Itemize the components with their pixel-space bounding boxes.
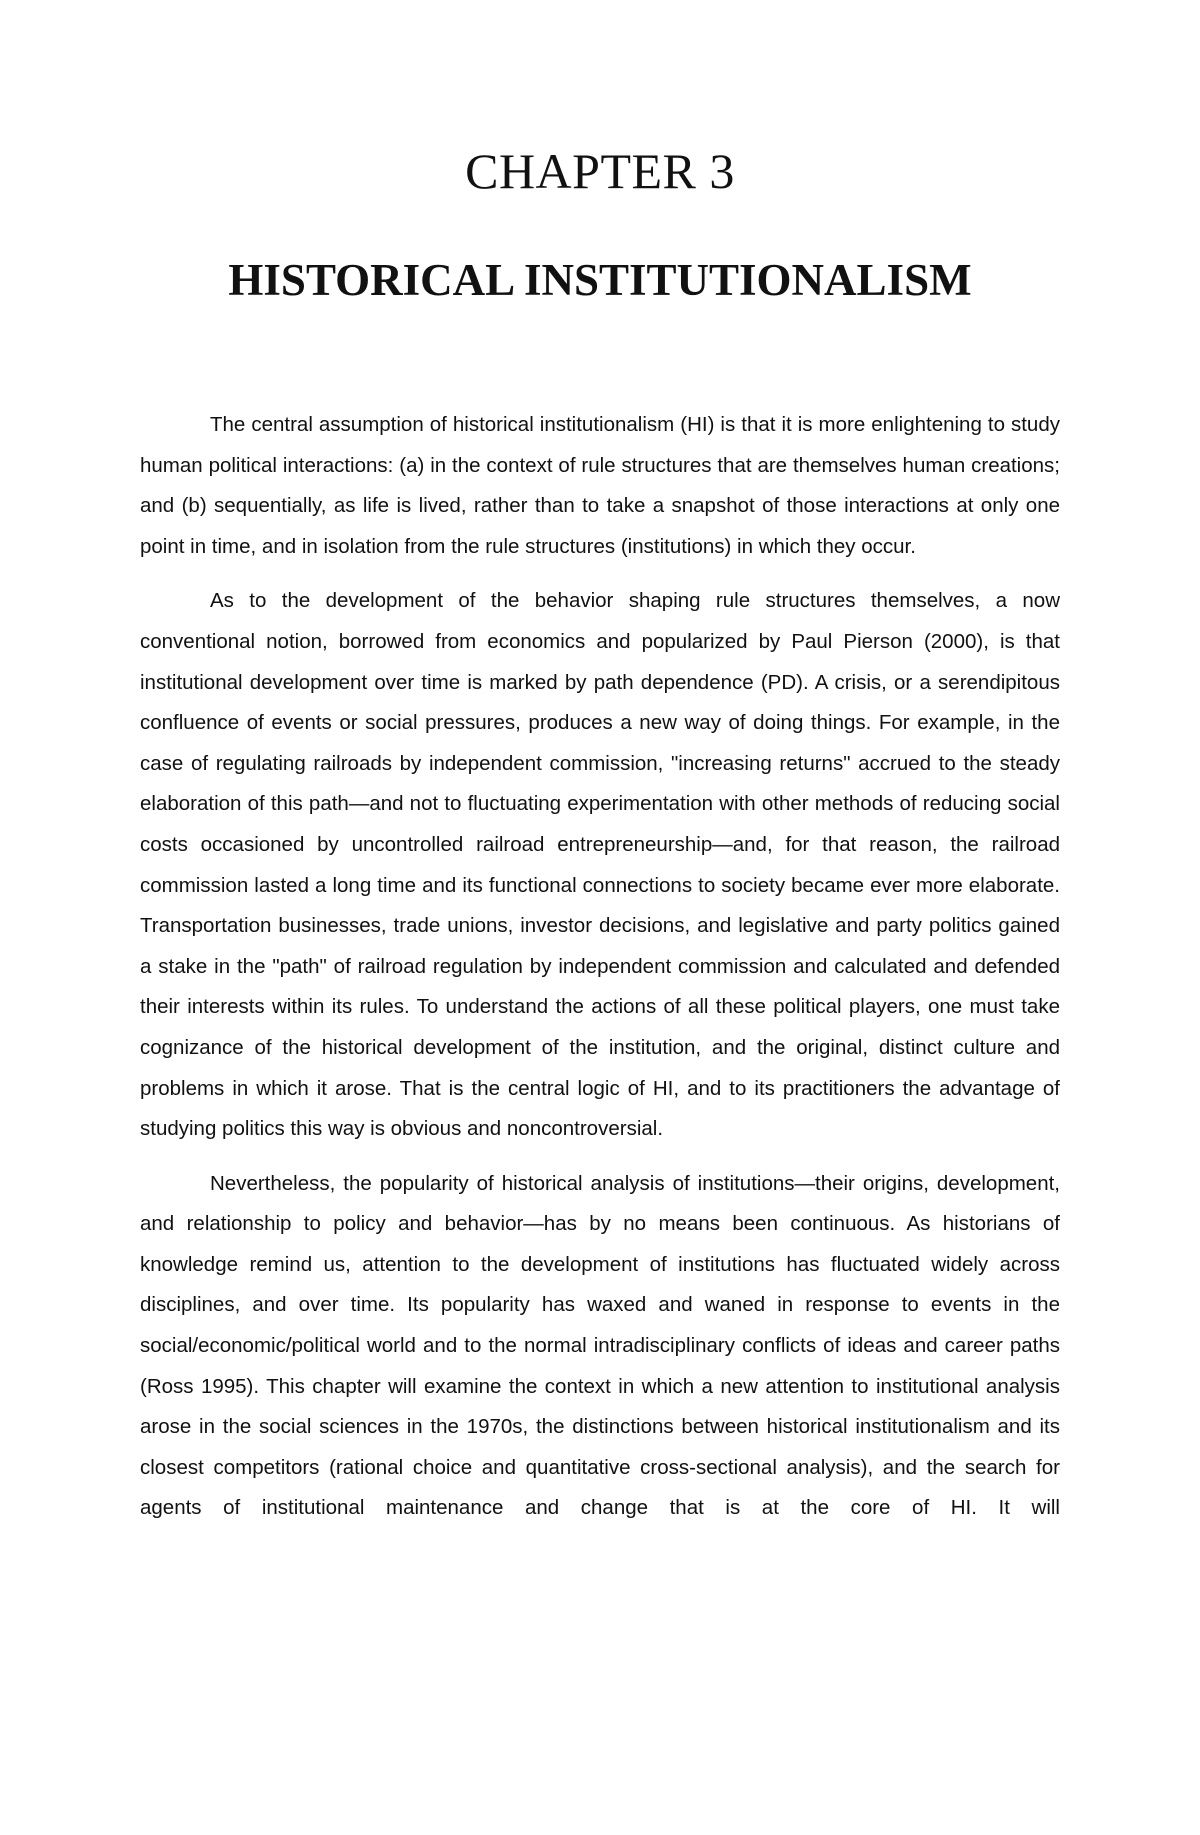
- body-text: [140, 405, 1060, 1543]
- chapter-label: CHAPTER 3: [465, 143, 735, 199]
- chapter-title: HISTORICAL INSTITUTIONALISM: [228, 255, 972, 305]
- paragraph-3: Nevertheless, the popularity of historical analysis of institutions—their origins, development, and relationship to policy and behavior—has by no means been continuous. As historians of knowledge remind us, attention to the development of institutions has fluctuated widely across disciplines, and over time. Its popularity has waxed and waned in response to events in the social/economic/political world and to the normal intradisciplinary conflicts of ideas and career paths (Ross 1995). This chapter will examine the context in which a new attention to institutional analysis arose in the social sciences in the 1970s, the distinctions between historical institutionalism and its closest competitors (rational choice and quantitative cross-sectional analysis), and the search for agents of institutional maintenance and change that is at the core of HI. It will: [140, 1171, 1060, 1520]
- paragraph-2: As to the development of the behavior shaping rule structures themselves, a now conventional notion, borrowed from economics and popularized by Paul Pierson (2000), is that institutional development over time is marked by path dependence (PD). A crisis, or a serendipitous confluence of events or social pressures, produces a new way of doing things. For example, in the case of regulating railroads by independent commission, "increasing returns" accrued to the steady elaboration of this path—and not to fluctuating experimentation with other methods of reducing social costs occasioned by uncontrolled railroad entrepreneurship—and, for that reason, the railroad commission lasted a long time and its functional connections to society became ever more elaborate. Transportation businesses, trade unions, investor decisions, and legislative and party politics gained a stake in the "path" of railroad regulation by independent commission and calculated and defended their interests within its rules. To understand the actions of all these political players, one must take cognizance of the historical development of the institution, and the original, distinct culture and problems in which it arose. That is the central logic of HI, and to its practitioners the advantage of studying politics this way is obvious and noncontroversial.: [140, 589, 1060, 1141]
- paragraph-1: The central assumption of historical institutionalism (HI) is that it is more enlightening to study human political interactions: (a) in the context of rule structures that are themselves human creations; and (b) sequentially, as life is lived, rather than to take a snapshot of those interactions at only one point in time, and in isolation from the rule structures (institutions) in which they occur.: [140, 413, 1060, 558]
